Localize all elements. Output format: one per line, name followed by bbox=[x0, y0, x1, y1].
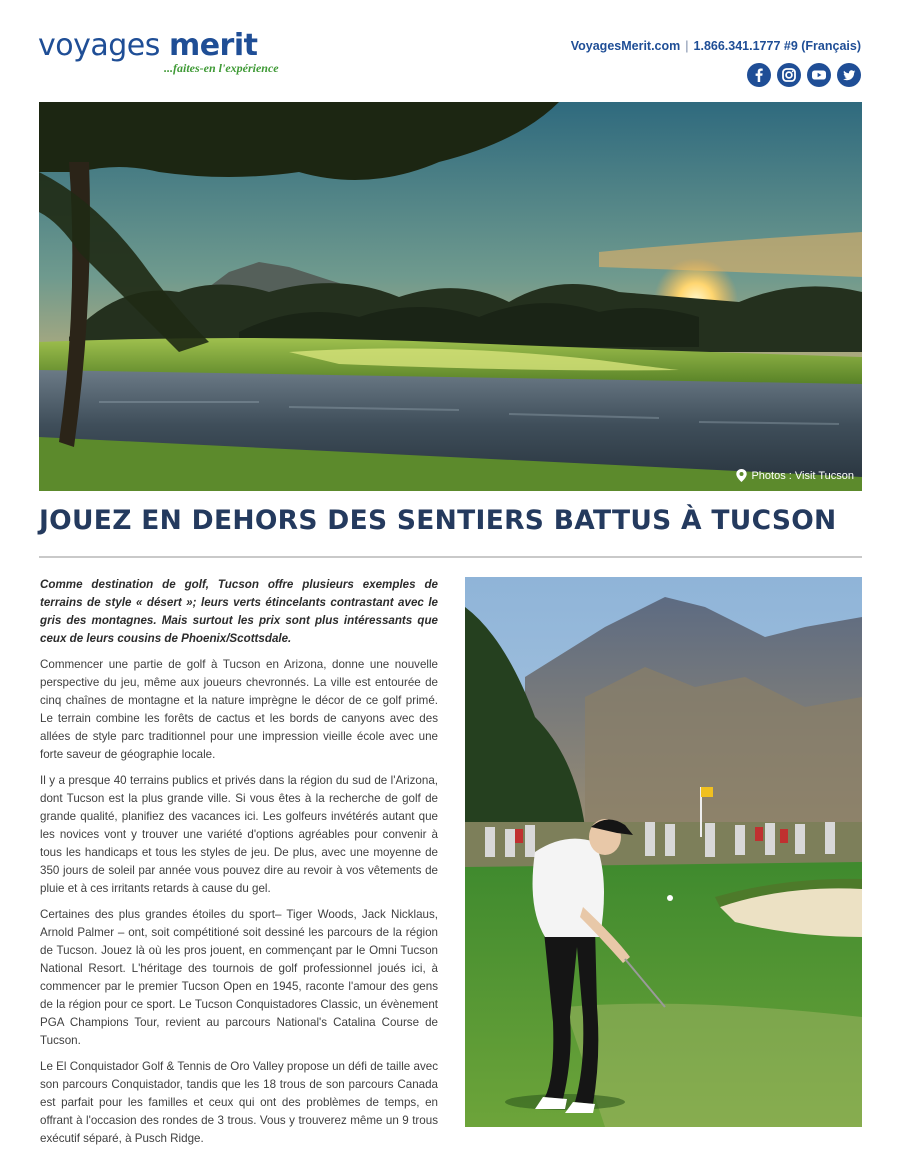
golfer-photo bbox=[465, 577, 862, 1127]
article-paragraph-3: Certaines des plus grandes étoiles du sport– Tiger Woods, Jack Nicklaus, Arnold Palmer – ont, soit compétitioné soit dessiné les parcours de la région de Tucson. Jouez là où les pros jouent, en commençant par le Omni Tucson National Resort. L'héritage des tournois de golf professionnel joués ici, à commencer par le premier Tucson Open en 1945, raconte l'amour des gens de la région pour ce sport. Le Tucson Conquistadores Classic, un évènement PGA Champions Tour, revient au parcours National's Catalina Course de Tucson. bbox=[40, 908, 438, 1047]
separator: | bbox=[685, 39, 689, 53]
contact-info bbox=[571, 39, 861, 53]
article-intro: Comme destination de golf, Tucson offre plusieurs exemples de terrains de style « désert »; leurs verts étincelants contrastant avec le gris des montagnes. Mais surtout les prix sont plus intéressants que ceux de leurs cousins de Phoenix/Scottsdale. bbox=[40, 578, 438, 645]
instagram-icon[interactable] bbox=[777, 63, 801, 87]
logo-word: voyages bbox=[38, 28, 160, 63]
article-paragraph-1: Commencer une partie de golf à Tucson en Arizona, donne une nouvelle perspective du jeu, même aux joueurs chevronnés. La ville est entourée de cinq chaînes de montagne et la nature imprègne le décor de ce golf primé. Le terrain combine les forêts de cactus et les bords de canyons avec des allées de style parc traditionnel pour une impression vieille école avec une forte saveur de géographie locale. bbox=[40, 658, 438, 761]
logo-tagline: ...faites-en l'expérience bbox=[164, 61, 279, 75]
logo-brand: merit bbox=[168, 28, 258, 63]
youtube-icon[interactable] bbox=[807, 63, 831, 87]
article-paragraph-4: Le El Conquistador Golf & Tennis de Oro Valley propose un défi de taille avec son parcours Conquistador, tandis que les 18 trous de son parcours Canada est parfait pour les familles et ceux qui ont des problèmes de temps, en offrant à l'occasion des rondes de 3 trous. Vous y trouverez même un 9 trous exécutif séparé, à Pusch Ridge. bbox=[40, 1060, 438, 1145]
phone-number[interactable]: 1.866.341.1777 #9 (Français) bbox=[693, 39, 861, 53]
article-title: JOUEZ EN DEHORS DES SENTIERS BATTUS À TUCSON bbox=[39, 505, 837, 536]
article-paragraph-2: Il y a presque 40 terrains publics et privés dans la région du sud de l'Arizona, dont Tucson est la plus grande ville. Si vous êtes à la recherche de golf de grande qualité, planifiez des vacances ici. Les golfeurs invétérés autant que les novices vont y trouver une variété d'options agréables pour convenir à tous les handicaps et tous les styles de jeu. De plus, avec une moyenne de 350 jours de soleil par année vous pouvez dire au revoir à vos vêtements de pluie et à ces irritants retards à cause du gel. bbox=[40, 774, 438, 895]
voyages-merit-logo[interactable] bbox=[38, 26, 308, 86]
location-pin-icon bbox=[736, 469, 747, 482]
twitter-icon[interactable] bbox=[837, 63, 861, 87]
article-body bbox=[40, 576, 438, 1156]
facebook-icon[interactable] bbox=[747, 63, 771, 87]
photo-credit bbox=[736, 469, 854, 482]
social-links bbox=[747, 63, 861, 87]
title-divider bbox=[39, 556, 862, 558]
photo-credit-text: Photos : Visit Tucson bbox=[751, 469, 854, 482]
hero-photo-golf-course-sunset bbox=[39, 102, 862, 491]
website-link[interactable]: VoyagesMerit.com bbox=[570, 39, 681, 53]
